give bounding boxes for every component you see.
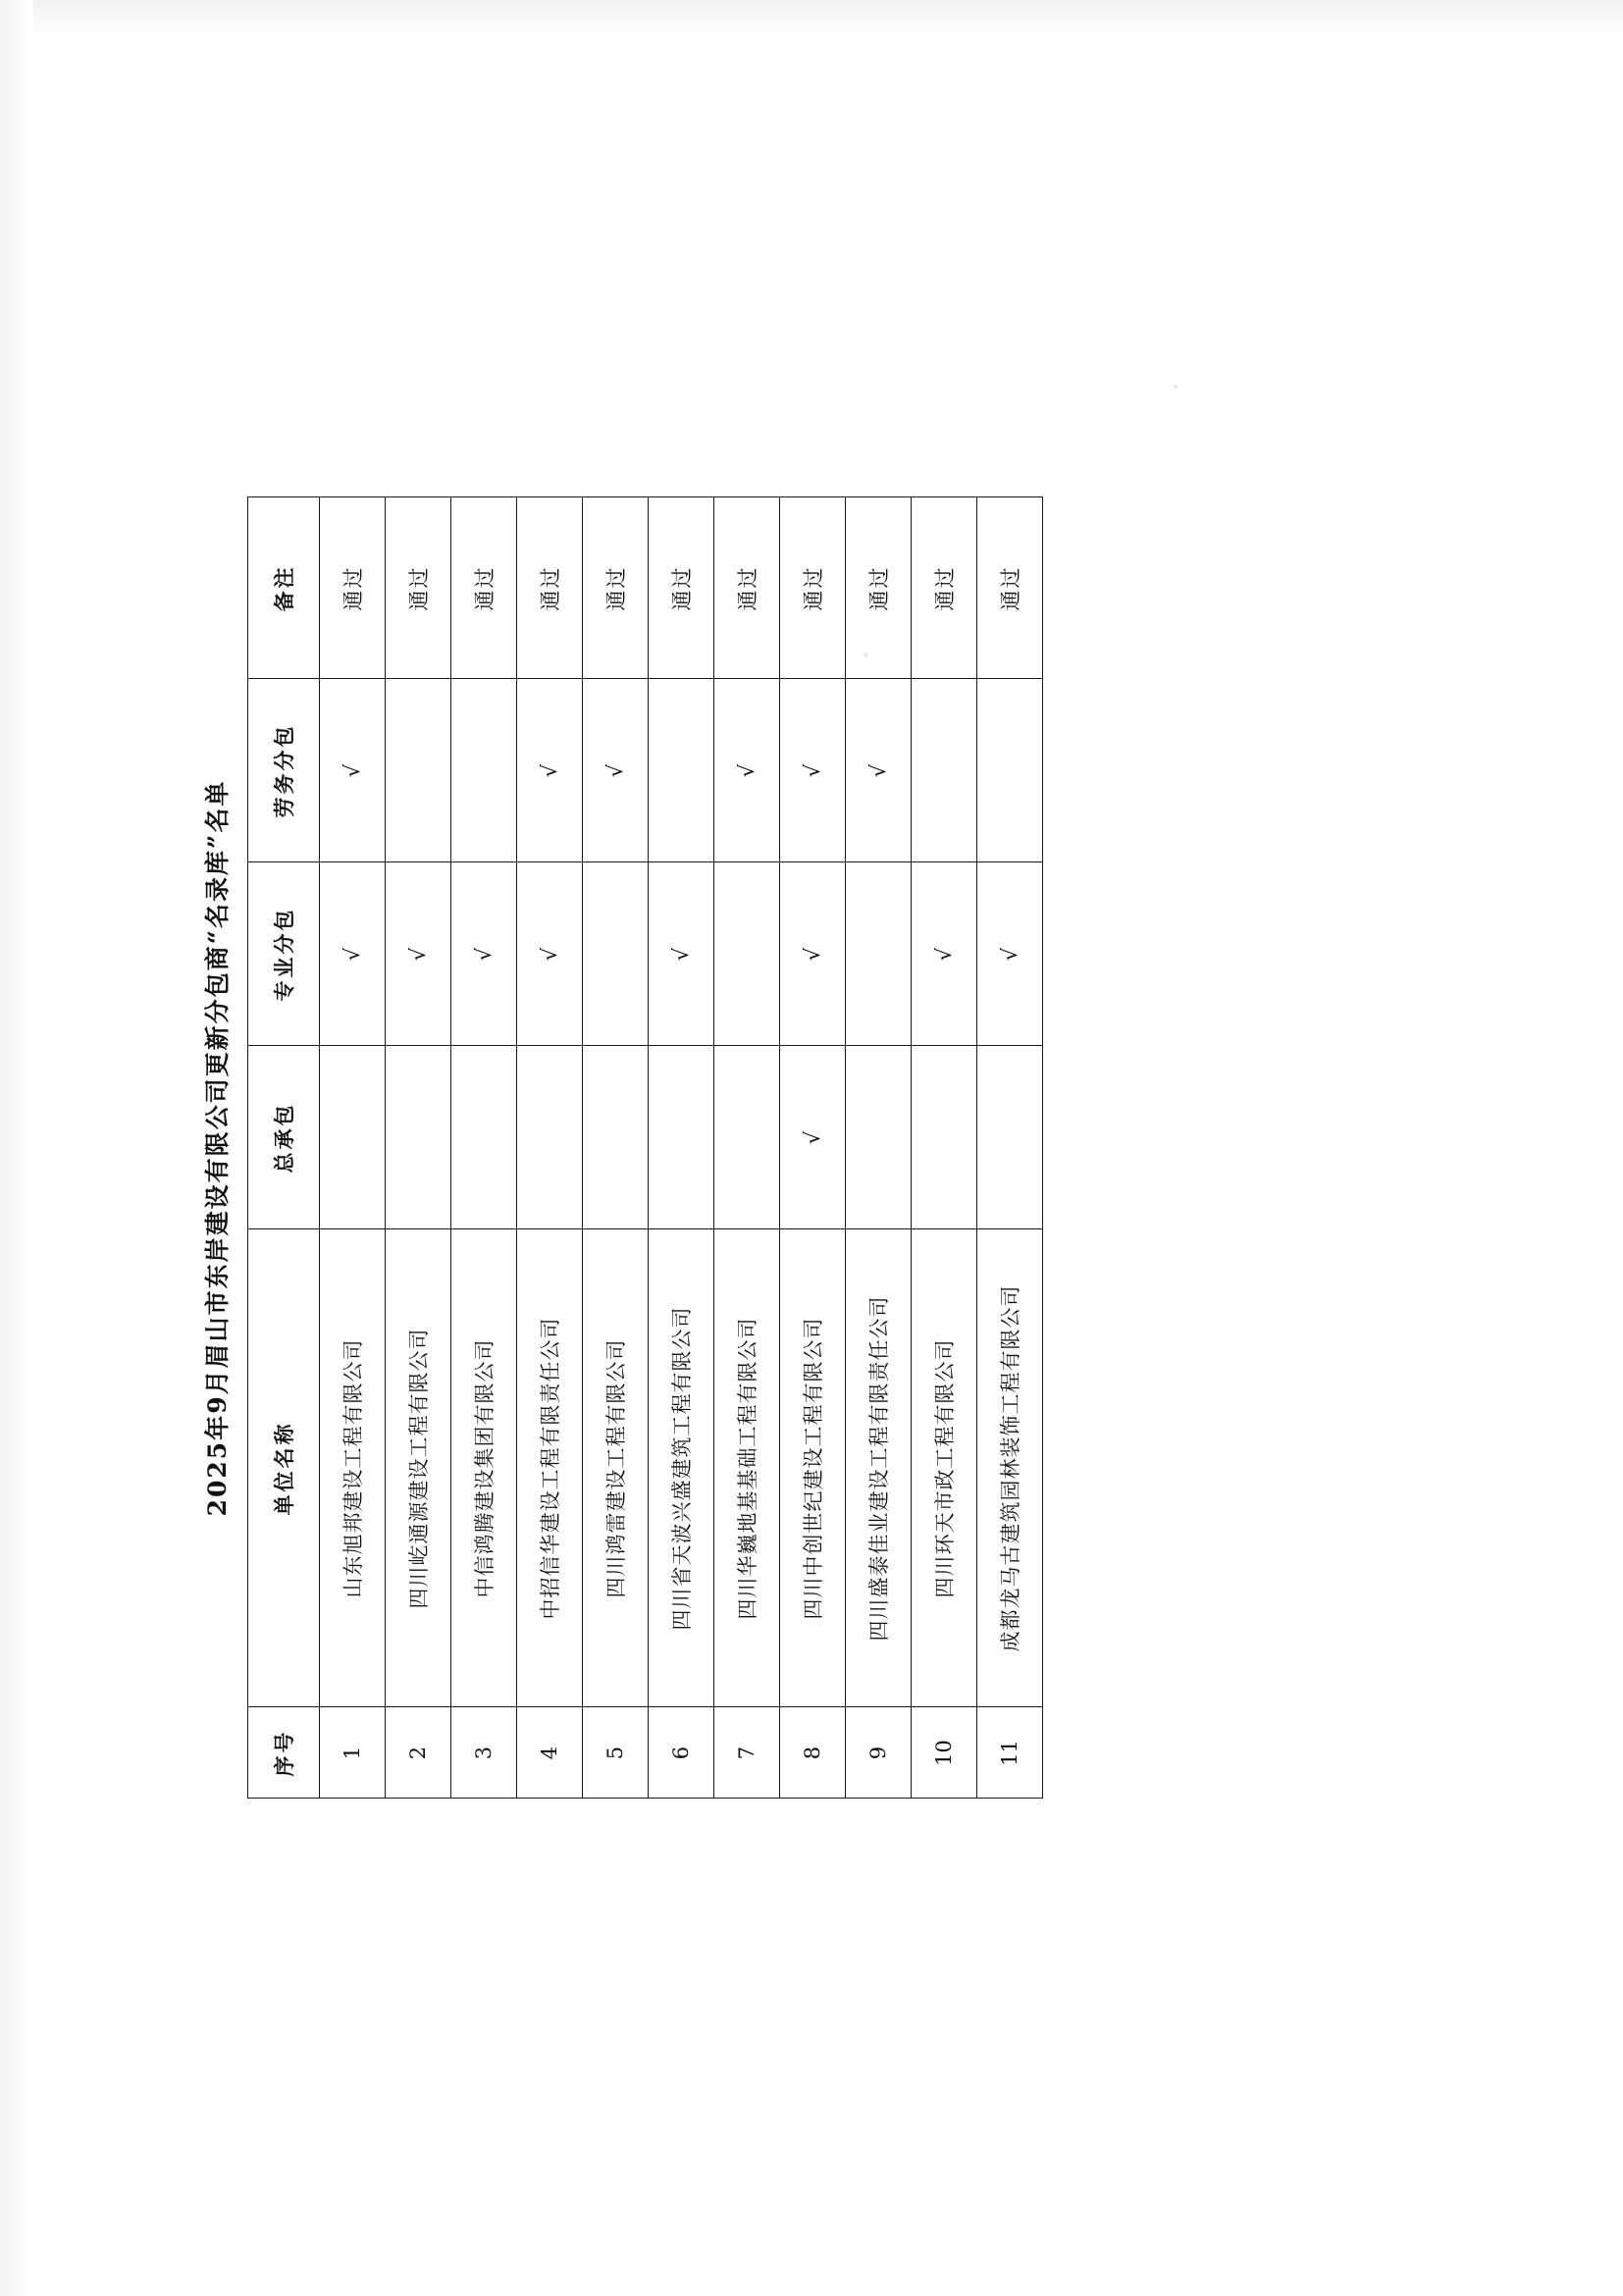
cell-general	[517, 1046, 583, 1229]
column-header-specialty-subcontracting: 专业分包	[248, 862, 320, 1046]
cell-remark: 通过	[780, 497, 846, 679]
cell-specialty: √	[320, 862, 386, 1046]
cell-index: 9	[846, 1707, 912, 1799]
table-row	[714, 497, 780, 1799]
scan-speck	[1174, 385, 1178, 389]
cell-index: 4	[517, 1707, 583, 1799]
table-row	[517, 497, 583, 1799]
cell-remark: 通过	[977, 497, 1043, 679]
cell-remark: 通过	[912, 497, 977, 679]
cell-labor	[451, 679, 517, 862]
cell-index: 2	[386, 1707, 451, 1799]
cell-specialty: √	[649, 862, 714, 1046]
cell-index: 6	[649, 1707, 714, 1799]
table-row	[320, 497, 386, 1799]
cell-index: 7	[714, 1707, 780, 1799]
cell-general	[583, 1046, 649, 1229]
document-body	[198, 496, 1425, 1800]
cell-general: √	[780, 1046, 846, 1229]
cell-general	[320, 1046, 386, 1229]
cell-company: 中信鸿腾建设集团有限公司	[451, 1229, 517, 1707]
cell-company: 四川鸿雷建设工程有限公司	[583, 1229, 649, 1707]
cell-company: 四川盛泰佳业建设工程有限责任公司	[846, 1229, 912, 1707]
table-row	[649, 497, 714, 1799]
cell-remark: 通过	[846, 497, 912, 679]
cell-remark: 通过	[386, 497, 451, 679]
table-row	[977, 497, 1043, 1799]
cell-company: 成都龙马古建筑园林装饰工程有限公司	[977, 1229, 1043, 1707]
cell-labor	[977, 679, 1043, 862]
cell-specialty	[714, 862, 780, 1046]
cell-labor: √	[320, 679, 386, 862]
cell-general	[912, 1046, 977, 1229]
table-row	[583, 497, 649, 1799]
column-header-labor-subcontracting: 劳务分包	[248, 679, 320, 862]
cell-labor: √	[714, 679, 780, 862]
cell-specialty: √	[451, 862, 517, 1046]
cell-labor	[386, 679, 451, 862]
cell-remark: 通过	[517, 497, 583, 679]
page-title: 2025年9月眉山市东岸建设有限公司更新分包商“名录库”名单	[203, 779, 232, 1517]
column-header-index: 序号	[248, 1707, 320, 1799]
table-row	[846, 497, 912, 1799]
cell-specialty: √	[780, 862, 846, 1046]
table-body	[320, 497, 1043, 1799]
cell-labor: √	[517, 679, 583, 862]
cell-general	[386, 1046, 451, 1229]
cell-company: 四川环天市政工程有限公司	[912, 1229, 977, 1707]
cell-remark: 通过	[583, 497, 649, 679]
cell-specialty: √	[912, 862, 977, 1046]
cell-index: 10	[912, 1707, 977, 1799]
cell-index: 5	[583, 1707, 649, 1799]
cell-labor	[912, 679, 977, 862]
cell-company: 山东旭邦建设工程有限公司	[320, 1229, 386, 1707]
cell-labor	[649, 679, 714, 862]
table-row	[386, 497, 451, 1799]
cell-company: 四川省天波兴盛建筑工程有限公司	[649, 1229, 714, 1707]
subcontractor-directory-table	[247, 497, 1043, 1800]
cell-company: 四川中创世纪建设工程有限公司	[780, 1229, 846, 1707]
table-header-row	[248, 497, 320, 1799]
cell-specialty	[583, 862, 649, 1046]
cell-remark: 通过	[320, 497, 386, 679]
cell-index: 8	[780, 1707, 846, 1799]
column-header-remarks: 备注	[248, 497, 320, 679]
cell-general	[649, 1046, 714, 1229]
cell-general	[714, 1046, 780, 1229]
cell-remark: 通过	[451, 497, 517, 679]
scan-top-edge	[0, 0, 1623, 37]
cell-labor: √	[780, 679, 846, 862]
cell-company: 四川屹通源建设工程有限公司	[386, 1229, 451, 1707]
cell-specialty	[846, 862, 912, 1046]
column-header-general-contracting: 总承包	[248, 1046, 320, 1229]
cell-specialty: √	[517, 862, 583, 1046]
cell-company: 中招信华建设工程有限责任公司	[517, 1229, 583, 1707]
scan-left-edge	[0, 0, 33, 2296]
cell-labor: √	[846, 679, 912, 862]
cell-index: 3	[451, 1707, 517, 1799]
column-header-company: 单位名称	[248, 1229, 320, 1707]
table-row	[912, 497, 977, 1799]
table-row	[451, 497, 517, 1799]
cell-general	[977, 1046, 1043, 1229]
cell-remark: 通过	[649, 497, 714, 679]
cell-labor: √	[583, 679, 649, 862]
cell-index: 1	[320, 1707, 386, 1799]
cell-specialty: √	[386, 862, 451, 1046]
cell-general	[846, 1046, 912, 1229]
cell-specialty: √	[977, 862, 1043, 1046]
cell-general	[451, 1046, 517, 1229]
table-row	[780, 497, 846, 1799]
cell-company: 四川华巍地基基础工程有限公司	[714, 1229, 780, 1707]
cell-remark: 通过	[714, 497, 780, 679]
cell-index: 11	[977, 1707, 1043, 1799]
